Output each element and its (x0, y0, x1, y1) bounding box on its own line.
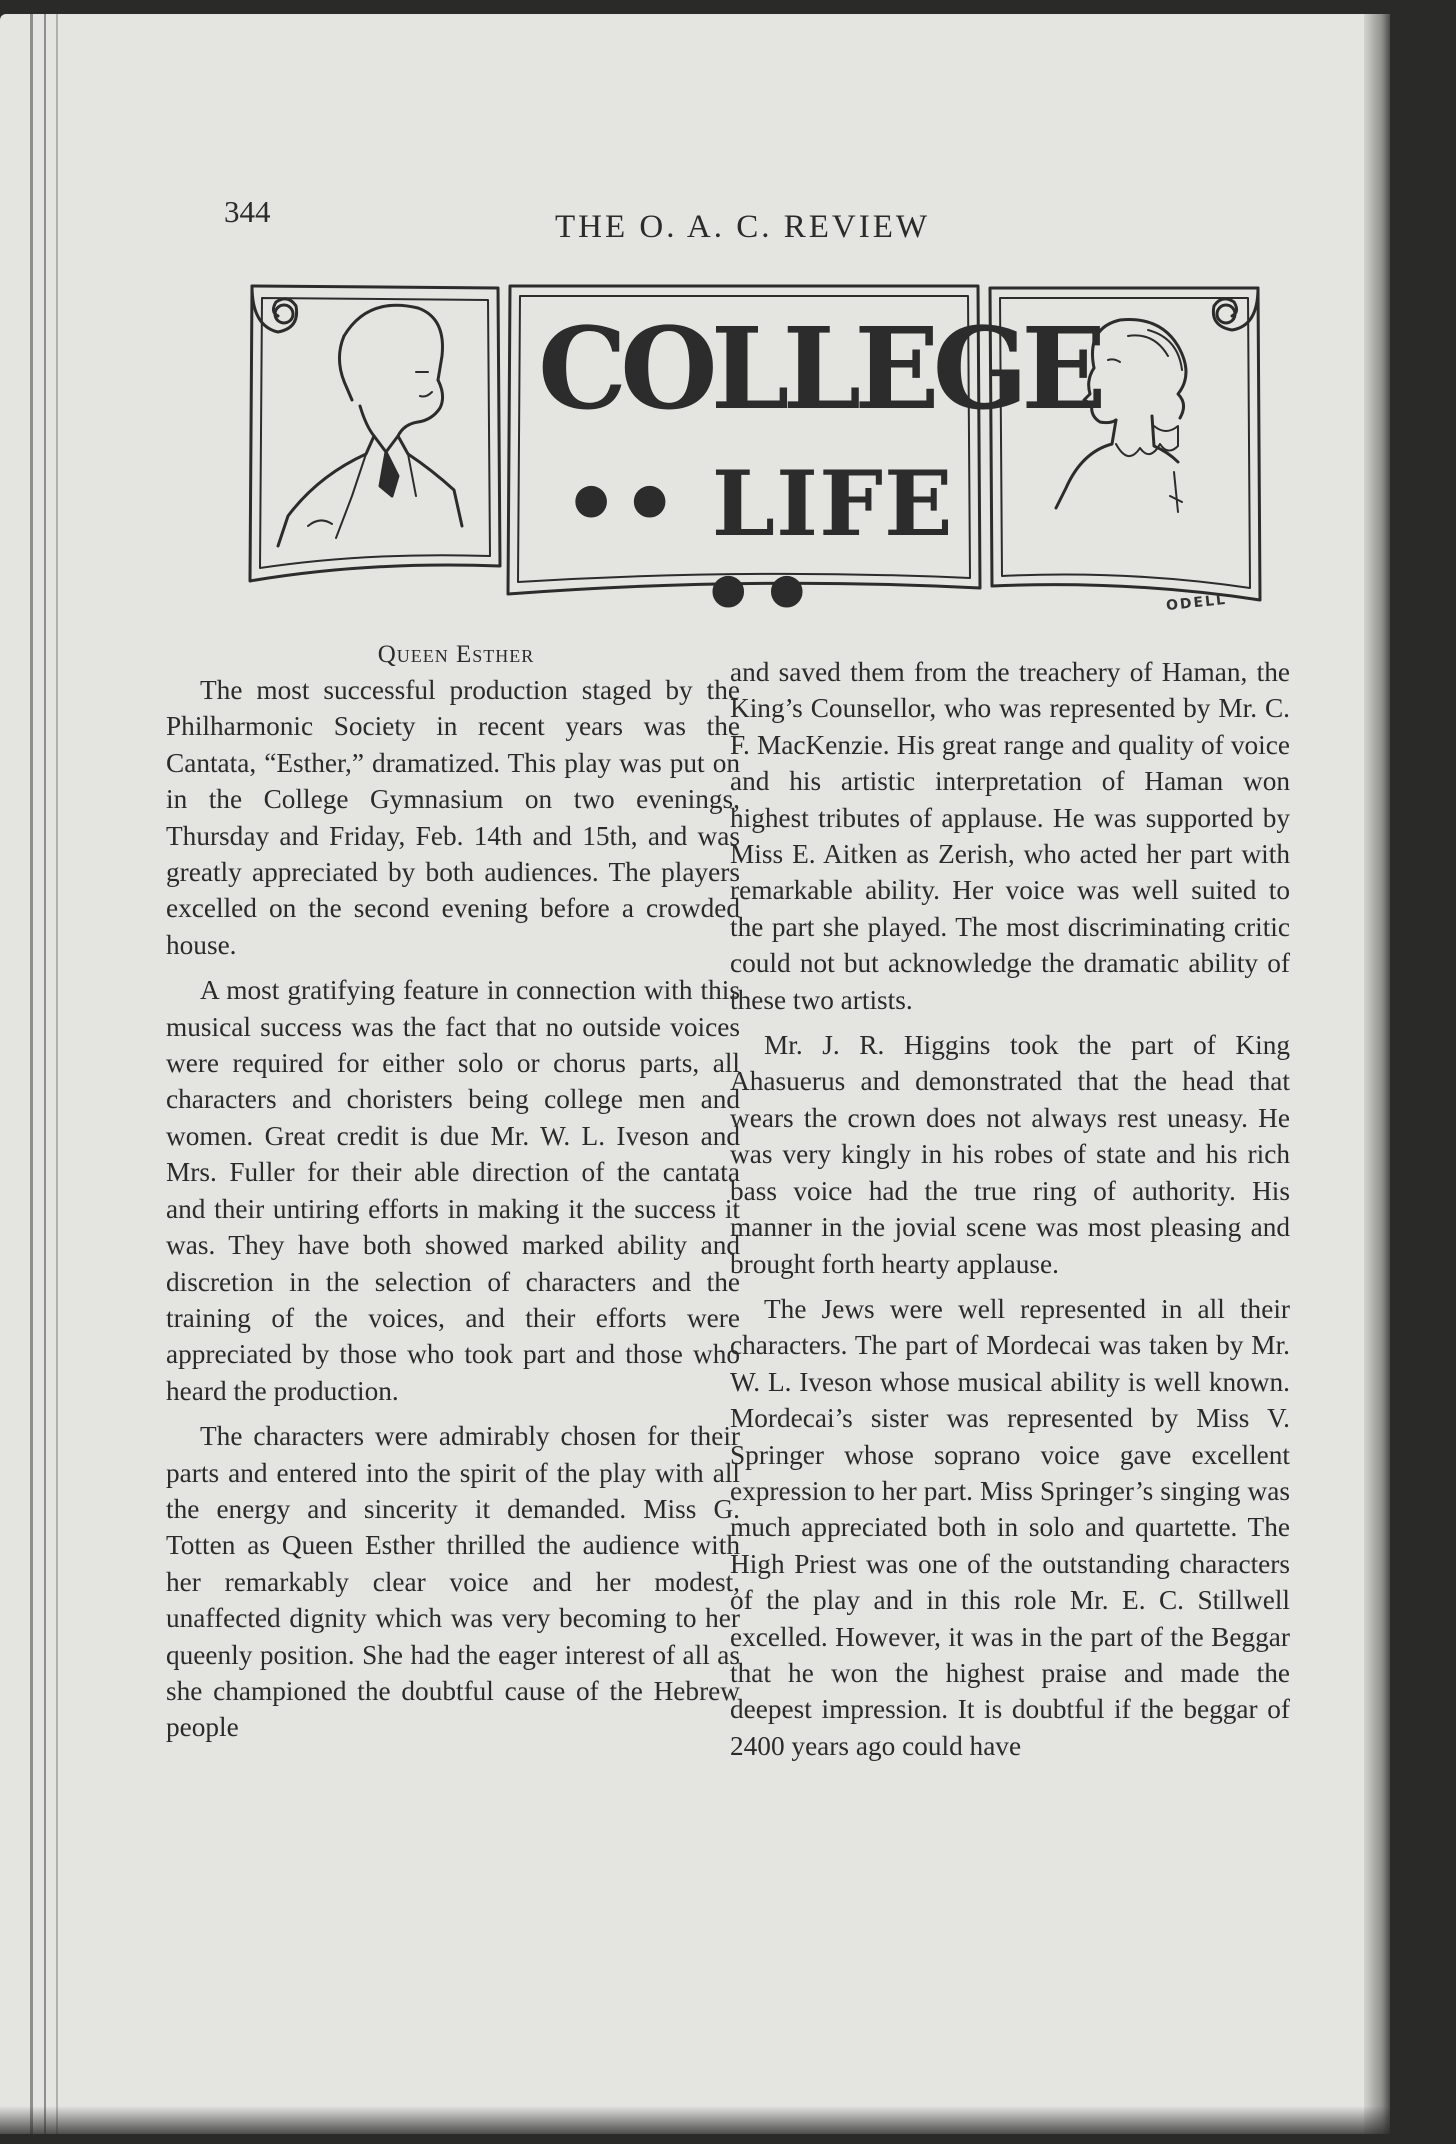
paragraph: and saved them from the treachery of Haman, the King’s Counsellor, who was represented by Mr. C. F. MacKenzie. His great range and quality of voice and his artistic interpretation of Haman won highest tributes of applause. He was supported by Miss E. Aitken as Zerish, who acted her part with remarkable ability. Her voice was well suited to the part she played. The most discriminating critic could not but acknowledge the dramatic ability of these two artists. (730, 657, 1290, 1015)
page-spine-line (56, 14, 58, 2134)
page-edge-shadow (1364, 14, 1390, 2134)
book-page (0, 14, 1390, 2134)
page-spine-line (30, 14, 33, 2134)
college-life-banner (248, 276, 1264, 647)
artist-signature: ODELL (1165, 591, 1228, 615)
left-column (166, 638, 740, 1755)
page-number: 344 (224, 194, 271, 229)
paragraph: Mr. J. R. Higgins took the part of King Ahasuerus and demonstrated that the head that wears the crown does not always rest uneasy. He was very kingly in his robes of state and his rich bass voice had the true ring of authority. His manner in the jovial scene was most pleasing and brought forth hearty applause. (730, 1030, 1290, 1279)
paragraph: The characters were admirably chosen for their parts and entered into the spirit of the play with all the energy and sincerity it demanded. Miss G. Totten as Queen Esther thrilled the audience with her remarkably clear voice and her modest, unaffected dignity which was very becoming to her queenly position. She had the eager interest of all as she championed the doubtful cause of the Hebrew people (166, 1421, 740, 1743)
banner-title-college: COLLEGE (538, 304, 1100, 435)
article-title: Queen Esther (377, 641, 535, 668)
running-title: THE O. A. C. REVIEW (555, 209, 931, 245)
right-column (730, 654, 1290, 1773)
paragraph: The most successful production staged by the Philharmonic Society in recent years was the Cantata, “Esther,” dramatized. This play was put on in the College Gymnasium on two evenings, Thursday and Friday, Feb. 14th and 15th, and was greatly appreciated by both audiences. The players excelled on the second evening before a crowded house. (166, 675, 740, 960)
page-bottom-shadow (0, 2106, 1390, 2134)
banner-title-life: •• LIFE •• (562, 451, 954, 647)
paragraph: The Jews were well represented in all their characters. The part of Mordecai was taken by Mr. W. L. Iveson whose musical ability is well known. Mordecai’s sister was represented by Miss V. Springer whose soprano voice gave excellent expression to her part. Miss Springer’s singing was much appreciated both in solo and quartette. The High Priest was one of the outstanding characters of the play and in this role Mr. E. C. Stillwell excelled. However, it was in the part of the Beggar that he won the highest praise and made the deepest impression. It is doubtful if the beggar of 2400 years ago could have (730, 1293, 1290, 1761)
paragraph: A most gratifying feature in connection with this musical success was the fact that no outside voices were required for either solo or chorus parts, all characters and choristers being college men and women. Great credit is due Mr. W. L. Iveson and Mrs. Fuller for their able direction of the cantata and their untiring efforts in making it the success it was. They have both showed marked ability and discretion in the selection of characters and the training of the voices, and their efforts were appreciated by those who took part and those who heard the production. (166, 975, 740, 1406)
page-spine-line (44, 14, 46, 2134)
